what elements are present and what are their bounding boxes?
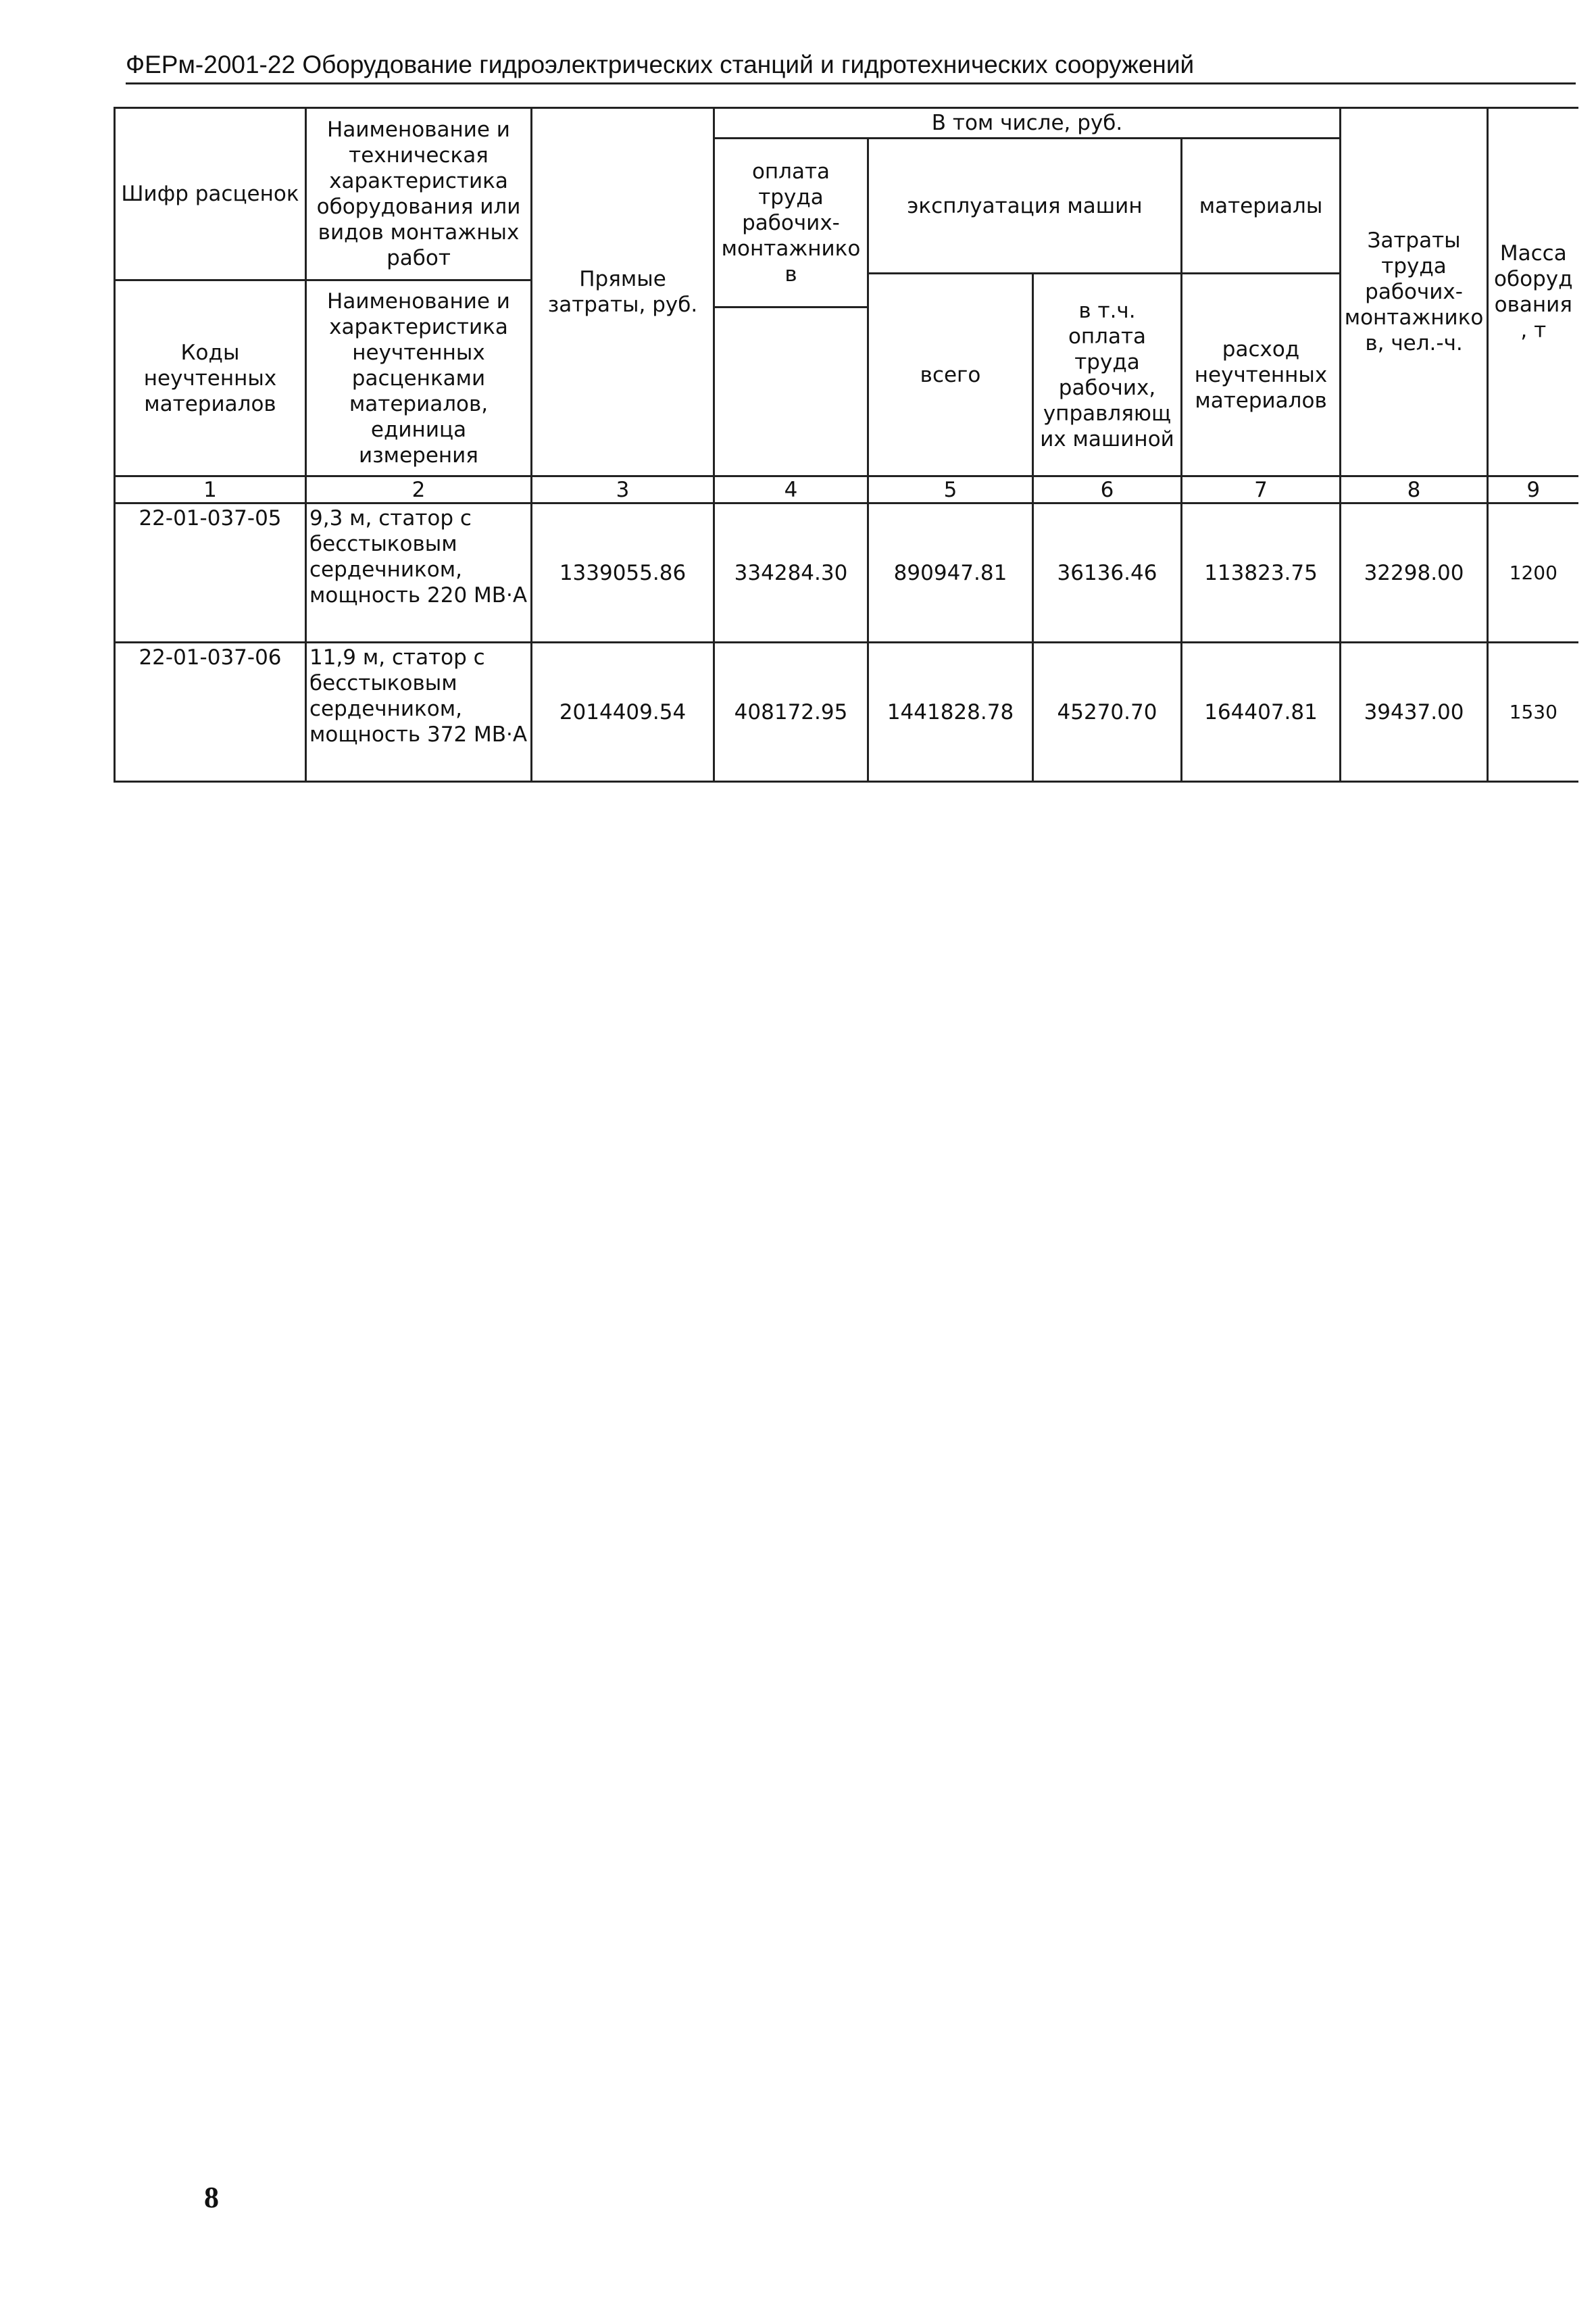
header-material-name: Наименование и характеристика неучтенных расценками материалов, единица измерения: [306, 280, 532, 476]
table-row: [115, 643, 1578, 782]
rates-table: [114, 107, 1578, 783]
column-number: 2: [306, 476, 532, 503]
header-rate-code: Шифр расценок: [115, 108, 306, 280]
header-direct-costs: Прямые затраты, руб.: [532, 108, 714, 476]
header-labor-hours: Затраты труда рабочих-монтажников, чел.-ч.: [1341, 108, 1488, 476]
column-number: 6: [1033, 476, 1182, 503]
header-machines-labor: в т.ч. оплата труда рабочих, управляющих машиной: [1033, 274, 1182, 476]
header-unaccounted-materials: расход неучтенных материалов: [1182, 274, 1341, 476]
labor-hours: 32298.00: [1341, 503, 1488, 643]
machines-total: 890947.81: [868, 503, 1033, 643]
header-labor-pay: оплата труда рабочих-монтажников: [714, 139, 868, 307]
column-number: 8: [1341, 476, 1488, 503]
header-work-name: Наименование и техническая характеристика оборудования или видов монтажных работ: [306, 108, 532, 280]
materials-cost: 164407.81: [1182, 643, 1341, 782]
column-number: 9: [1488, 476, 1578, 503]
column-number: 3: [532, 476, 714, 503]
page-number: 8: [204, 2181, 219, 2214]
work-name: 11,9 м, статор с бесстыковым сердечником, мощность 372 МВ·А: [306, 643, 532, 782]
equipment-mass: 1530: [1488, 643, 1578, 782]
column-number: 7: [1182, 476, 1341, 503]
rate-code: 22-01-037-06: [115, 643, 306, 782]
equipment-mass: 1200: [1488, 503, 1578, 643]
direct-costs: 1339055.86: [532, 503, 714, 643]
header-including-group: В том числе, руб.: [714, 108, 1341, 139]
header-materials-group: материалы: [1182, 139, 1341, 274]
labor-hours: 39437.00: [1341, 643, 1488, 782]
header-machines-group: эксплуатация машин: [868, 139, 1182, 274]
column-number: 4: [714, 476, 868, 503]
labor-pay: 334284.30: [714, 503, 868, 643]
table-row: [115, 503, 1578, 643]
labor-pay: 408172.95: [714, 643, 868, 782]
column-number: 1: [115, 476, 306, 503]
document-header: ФЕРм-2001-22 Оборудование гидроэлектрических станций и гидротехнических сооружений: [126, 50, 1576, 84]
materials-cost: 113823.75: [1182, 503, 1341, 643]
machines-labor: 45270.70: [1033, 643, 1182, 782]
work-name: 9,3 м, статор с бесстыковым сердечником, мощность 220 МВ·А: [306, 503, 532, 643]
header-material-codes: Коды неучтенных материалов: [115, 280, 306, 476]
machines-total: 1441828.78: [868, 643, 1033, 782]
header-machines-total: всего: [868, 274, 1033, 476]
header-equipment-mass: Масса оборудования, т: [1488, 108, 1578, 476]
direct-costs: 2014409.54: [532, 643, 714, 782]
rate-code: 22-01-037-05: [115, 503, 306, 643]
machines-labor: 36136.46: [1033, 503, 1182, 643]
column-number: 5: [868, 476, 1033, 503]
